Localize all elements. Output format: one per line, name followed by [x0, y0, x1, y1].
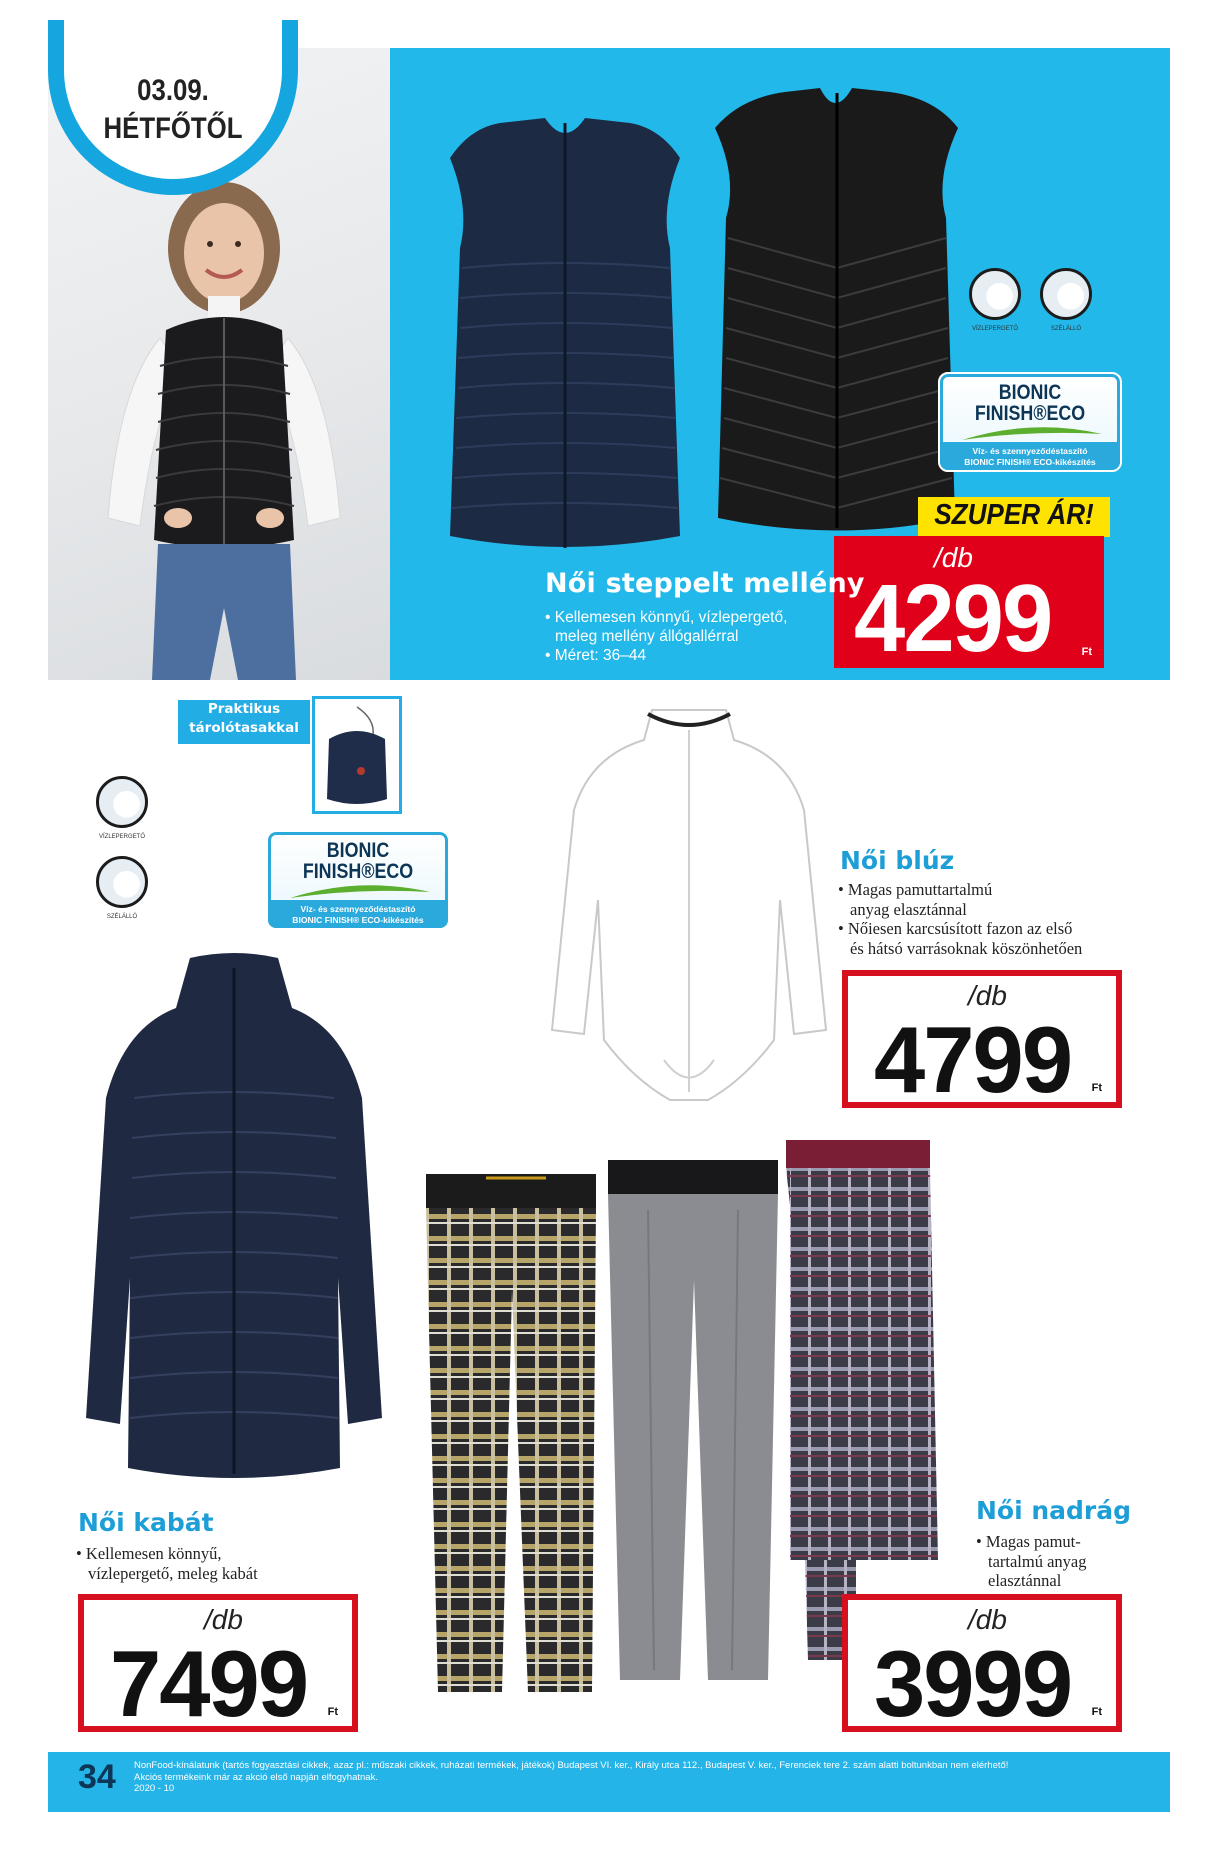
blouse-price: 4799 — [874, 1007, 1072, 1112]
footer-line: 2020 - 10 — [134, 1783, 175, 1794]
water-repellent-icon — [969, 268, 1021, 320]
trousers-price-unit: /db — [968, 1604, 1007, 1635]
date-badge-text — [66, 72, 281, 148]
trousers-bullet: • Magas pamut- — [976, 1532, 1081, 1551]
storage-bag-image — [315, 699, 399, 811]
vest-price-box — [834, 536, 1104, 672]
bionic-logo: BIONIC FINISH®ECO — [974, 381, 1086, 425]
date-badge-weekday: HÉTFŐTŐL — [103, 112, 243, 145]
blouse-price-currency: Ft — [1091, 1082, 1102, 1094]
vest-price-unit: /db — [934, 542, 973, 573]
bionic-finish-eco-badge — [938, 372, 1122, 472]
footer-line: NonFood-kínálatunk (tartós fogyasztási cikkek, azaz pl.: műszaki cikkek, ruházati termékek, játékok) Budapest VI. ker., Király utca 112., Budapest V. ker., Ferenciek tere 2. szám alatti boltunkban nem elérhető! — [134, 1760, 1009, 1771]
trousers-title: Női nadrág — [976, 1496, 1132, 1525]
coat-price-box — [78, 1594, 358, 1736]
coat-description — [76, 1544, 258, 1583]
bionic-logo: BIONIC FINISH®ECO — [302, 839, 414, 883]
trousers-bullet: tartalmú anyag — [988, 1551, 1087, 1571]
bionic-tagline: Víz- és szennyeződéstaszító BIONIC FINISH® ECO-kikészítés — [964, 446, 1096, 467]
trousers-price-currency: Ft — [1091, 1706, 1102, 1718]
trousers-description — [976, 1532, 1087, 1591]
vest-bullet: meleg mellény állógallérral — [555, 628, 739, 645]
storage-bag-photo — [312, 696, 402, 814]
super-price-text: SZUPER ÁR! — [934, 499, 1094, 531]
coat-price-currency: Ft — [327, 1706, 338, 1718]
trousers-price-box — [842, 1594, 1122, 1736]
vest-price-currency: Ft — [1081, 646, 1092, 658]
vest-title: Női steppelt mellény — [545, 568, 865, 599]
coat-price-unit: /db — [204, 1604, 243, 1635]
coat-title: Női kabát — [78, 1508, 214, 1537]
storage-bag-label: Praktikus tárolótasakkal — [178, 700, 310, 744]
blouse-bullet: és hátsó varrásoknak köszönhetően — [850, 938, 1083, 958]
vest-price: 4299 — [854, 565, 1052, 672]
bionic-leaf-swoosh-icon — [288, 882, 432, 902]
blouse-title: Női blúz — [840, 846, 955, 875]
blouse-bullet: • Magas pamuttartalmú — [838, 880, 993, 899]
water-repellent-icon-label: VÍZLEPERGETŐ — [971, 326, 1018, 332]
coat-bullet: vízlepergető, meleg kabát — [88, 1563, 258, 1583]
trousers-bullet: elasztánnal — [988, 1571, 1062, 1590]
footer-disclaimer — [134, 1760, 1164, 1795]
page-number: 34 — [78, 1758, 116, 1796]
navy-quilted-coat-image — [78, 948, 390, 1488]
stain-resistant-icon — [1040, 268, 1092, 320]
coat-price: 7499 — [110, 1631, 308, 1736]
blouse-bullet: anyag elasztánnal — [850, 899, 967, 919]
blouse-bullet: • Nőiesen karcsúsított fazon az első — [838, 919, 1073, 938]
vest-bullet: • Méret: 36–44 — [545, 647, 647, 664]
footer-line: Akciós termékeink már az akció első napján elfogyhatnak. — [134, 1771, 378, 1783]
vest-description — [545, 608, 787, 665]
bionic-leaf-swoosh-icon — [960, 424, 1104, 444]
wind-resistant-icon — [96, 856, 148, 908]
water-repellent-icon-label: VÍZLEPERGETŐ — [98, 834, 145, 840]
bionic-finish-eco-badge — [266, 830, 450, 930]
coat-bullet: • Kellemesen könnyű, — [76, 1544, 222, 1563]
stain-resistant-icon-label: SZÉLÁLLÓ — [1050, 326, 1082, 332]
date-badge-date: 03.09. — [137, 74, 209, 107]
blouse-description — [838, 880, 1082, 958]
water-repellent-icon — [96, 776, 148, 828]
trousers-price: 3999 — [874, 1631, 1072, 1736]
bionic-tagline: Víz- és szennyeződéstaszító BIONIC FINISH® ECO-kikészítés — [292, 904, 424, 925]
white-blouse-image — [548, 700, 830, 1110]
blouse-price-box — [842, 970, 1122, 1112]
wind-resistant-icon-label: SZÉLÁLLÓ — [106, 914, 138, 920]
plaid-trousers-right-image — [780, 1140, 940, 1560]
vest-bullet: • Kellemesen könnyű, vízlepergető, — [545, 609, 788, 626]
blouse-price-unit: /db — [968, 980, 1007, 1011]
